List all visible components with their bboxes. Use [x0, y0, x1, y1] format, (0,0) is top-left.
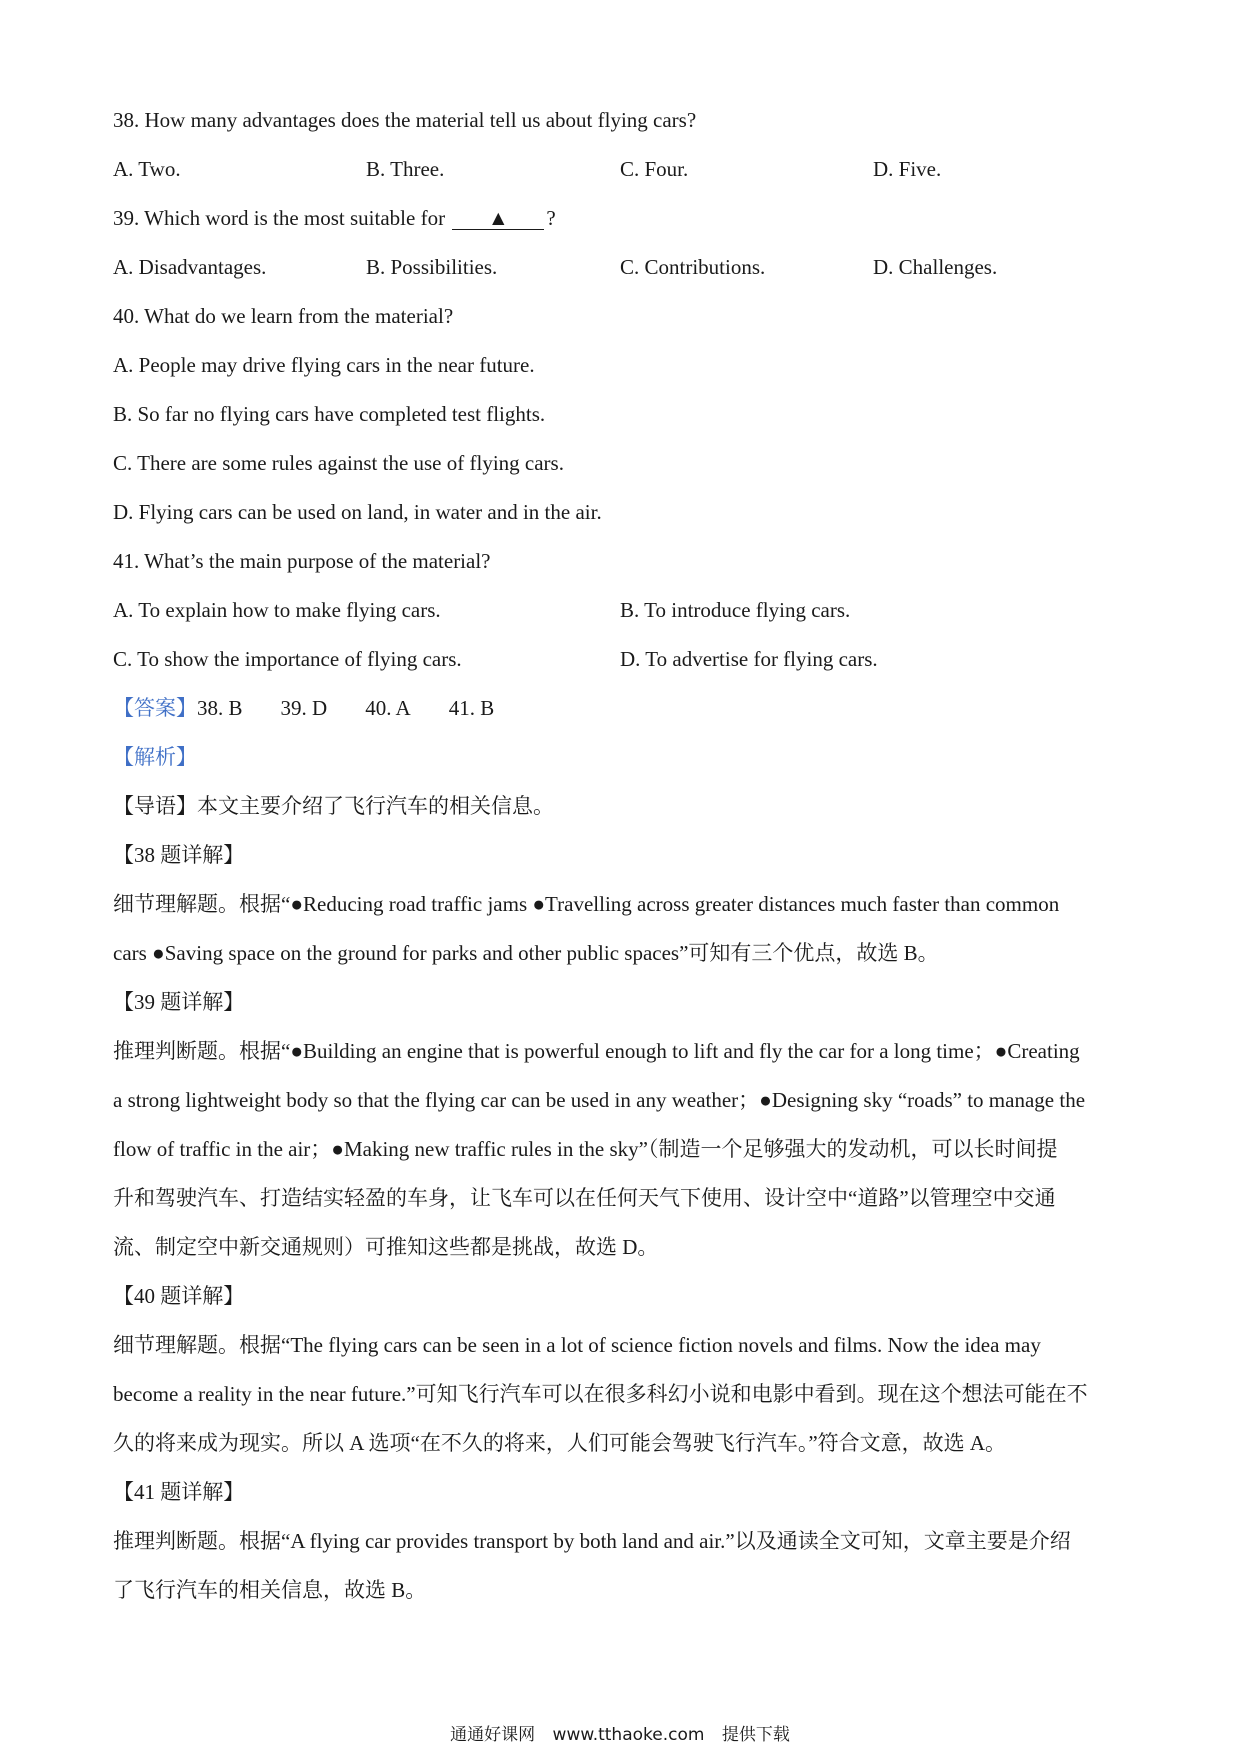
detail-40-line: 细节理解题。根据“The flying cars can be seen in a lot of science fiction novels and films. Now the idea may [113, 1333, 1041, 1357]
detail-41-line: 了飞行汽车的相关信息，故选 B。 [113, 1578, 427, 1602]
triangle-marker-icon: ▲ [487, 206, 509, 230]
answer-item: 40. A [365, 696, 411, 720]
detail-39-line: 流、制定空中新交通规则）可推知这些都是挑战，故选 D。 [113, 1235, 659, 1259]
intro-text: 【导语】本文主要介绍了飞行汽车的相关信息。 [113, 794, 554, 818]
detail-39-line: 升和驾驶汽车、打造结实轻盈的车身，让飞车可以在任何天气下使用、设计空中“道路”以管理空中交通 [113, 1186, 1056, 1210]
question-38-option-b: B. Three. [366, 157, 445, 181]
question-40-option-c: C. There are some rules against the use of flying cars. [113, 451, 564, 475]
detail-38-line: cars ●Saving space on the ground for parks and other public spaces”可知有三个优点，故选 B。 [113, 941, 939, 965]
question-40-option-d: D. Flying cars can be used on land, in water and in the air. [113, 500, 602, 524]
detail-39-line: 推理判断题。根据“●Building an engine that is powerful enough to lift and fly the car for a long time；●Creating [113, 1039, 1080, 1063]
detail-39-line: flow of traffic in the air；●Making new traffic rules in the sky”（制造一个足够强大的发动机，可以长时间提 [113, 1137, 1058, 1161]
question-38-option-d: D. Five. [873, 157, 942, 181]
question-39-option-c: C. Contributions. [620, 255, 766, 279]
question-38-option-c: C. Four. [620, 157, 689, 181]
answer-item: 38. B [197, 696, 243, 720]
detail-39-line: a strong lightweight body so that the flying car can be used in any weather；●Designing sky “roads” to manage the [113, 1088, 1086, 1112]
page-footer [0, 1723, 1240, 1747]
question-39-blank [452, 207, 544, 230]
detail-39-heading: 【39 题详解】 [113, 990, 245, 1014]
question-40-stem: 40. What do we learn from the material? [113, 304, 454, 328]
question-39-stem [113, 203, 556, 233]
question-39-stem-text: 39. Which word is the most suitable for [113, 206, 446, 230]
footer-suffix: 提供下载 [721, 1725, 790, 1745]
question-38-stem: 38. How many advantages does the material tell us about flying cars? [113, 108, 697, 132]
detail-40-heading: 【40 题详解】 [113, 1284, 245, 1308]
question-39-option-b: B. Possibilities. [366, 255, 498, 279]
answer-label: 【答案】 [113, 696, 197, 720]
detail-41-line: 推理判断题。根据“A flying car provides transport by both land and air.”以及通读全文可知，文章主要是介绍 [113, 1529, 1071, 1553]
analysis-label: 【解析】 [113, 745, 197, 769]
footer-site-name: 通通好课网 [450, 1725, 536, 1745]
answer-item: 39. D [280, 696, 328, 720]
detail-38-line: 细节理解题。根据“●Reducing road traffic jams ●Travelling across greater distances much faster than common [113, 892, 1060, 916]
footer-url[interactable]: www.tthaoke.com [552, 1725, 705, 1745]
question-39-stem-end: ? [546, 206, 556, 230]
detail-38-heading: 【38 题详解】 [113, 843, 245, 867]
answer-line [113, 693, 532, 723]
detail-41-heading: 【41 题详解】 [113, 1480, 245, 1504]
question-40-option-b: B. So far no flying cars have completed test flights. [113, 402, 546, 426]
question-41-option-a: A. To explain how to make flying cars. [113, 598, 441, 622]
question-41-option-d: D. To advertise for flying cars. [620, 647, 878, 671]
question-41-stem: 41. What’s the main purpose of the material? [113, 549, 491, 573]
answer-item: 41. B [448, 696, 495, 720]
detail-40-line: become a reality in the near future.”可知飞行汽车可以在很多科幻小说和电影中看到。现在这个想法可能在不 [113, 1382, 1088, 1406]
question-38-option-a: A. Two. [113, 157, 181, 181]
question-39-option-a: A. Disadvantages. [113, 255, 267, 279]
question-41-option-b: B. To introduce flying cars. [620, 598, 851, 622]
detail-40-line: 久的将来成为现实。所以 A 选项“在不久的将来，人们可能会驾驶飞行汽车。”符合文意，故选 A。 [113, 1431, 1007, 1455]
question-41-option-c: C. To show the importance of flying cars. [113, 647, 462, 671]
question-40-option-a: A. People may drive flying cars in the near future. [113, 353, 535, 377]
question-39-option-d: D. Challenges. [873, 255, 998, 279]
